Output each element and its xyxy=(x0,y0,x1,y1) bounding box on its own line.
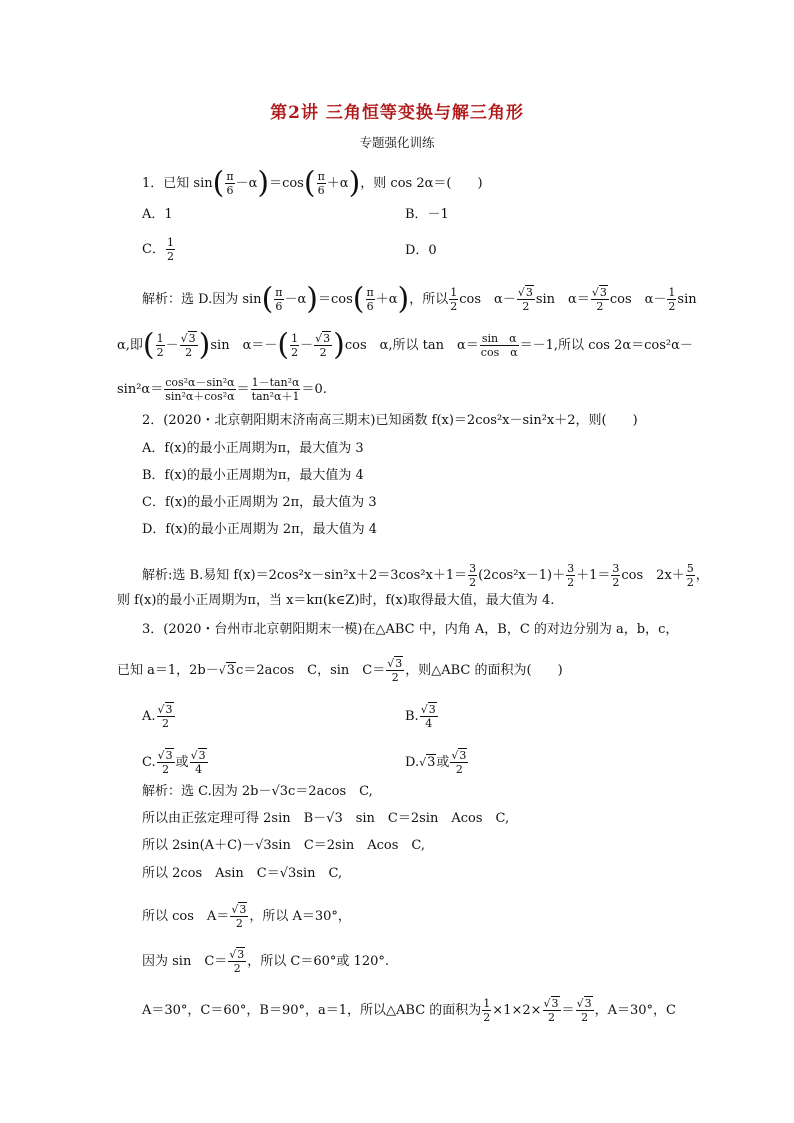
page-subtitle: 专题强化训练 xyxy=(359,135,435,150)
q1-option-b: B．－1 xyxy=(405,207,449,222)
q3-option-d: D.√3或 $\frac{√3}{2}$ xyxy=(405,749,467,776)
q2-solution-line2: 则 f(x)的最小正周期为π，当 x＝kπ(k∈Z)时，f(x)取得最大值，最大值为 4. xyxy=(117,593,555,608)
q3-option-b: B. $\frac{√3}{4}$ xyxy=(405,703,436,730)
q3-solution-line2: 所以由正弦定理可得 2sin B－√3 sin C＝2sin Acos C, xyxy=(142,811,510,826)
page-title: 第2讲 三角恒等变换与解三角形 xyxy=(270,103,524,123)
q2-option-d: D．f(x)的最小正周期为 2π，最大值为 4 xyxy=(142,522,378,537)
q2-solution-line1: 解析:选 B.易知 f(x)＝2cos²x－sin²x＋2＝3cos²x＋1＝ $\frac{3}{2}$ (2cos²x－1)＋ $\frac{3}{2}$ ＋1＝ $\frac{3}{2}$ cos 2x＋ $\frac{5}{2}$ ， xyxy=(142,562,709,589)
q3-stem-line2: 已知 a＝1，2b－√3c＝2acos C，sin C＝ $\frac{√3}{2}$ ，则△ABC 的面积为( ) xyxy=(117,657,563,684)
q2-stem: 2．(2020・北京朝阳期末济南高三期末)已知函数 f(x)＝2cos²x－sin²x＋2，则( ) xyxy=(142,413,638,428)
q1-stem: 1．已知 sin( $\frac{\pi}{6}$ －α)＝cos( $\frac{\pi}{6}$ ＋α)，则 cos 2α＝( ) xyxy=(142,165,483,201)
q3-option-a: A. $\frac{√3}{2}$ xyxy=(142,703,173,730)
q3-solution-line7: A＝30°，C＝60°，B＝90°，a＝1，所以△ABC 的面积为 $\frac{1}{2}$ ×1×2× $\frac{√3}{2}$ ＝ $\frac{√3}{2}$ ，A＝30°，C xyxy=(142,997,676,1024)
q3-option-c: C. $\frac{√3}{2}$ 或 $\frac{√3}{4}$ xyxy=(142,749,206,776)
q2-option-c: C．f(x)的最小正周期为 2π，最大值为 3 xyxy=(142,495,377,510)
q1-option-d: D．0 xyxy=(405,243,437,258)
q3-solution-line3: 所以 2sin(A＋C)－√3sin C＝2sin Acos C, xyxy=(142,838,426,853)
q2-option-b: B．f(x)的最小正周期为π，最大值为 4 xyxy=(142,468,364,483)
q1-solution-line3: sin²α＝ $\frac{\text{cos²α－sin²α}}{\text{sin²α＋cos²α}}$ ＝ $\frac{\text{1－tan²α}}{\text{tan²α＋1}}$ ＝0. xyxy=(117,376,327,403)
q3-solution-line5: 所以 cos A＝ $\frac{√3}{2}$ ，所以 A＝30°， xyxy=(142,903,351,930)
q2-option-a: A．f(x)的最小正周期为π，最大值为 3 xyxy=(142,441,364,456)
q1-option-c: C． $\frac{1}{2}$ xyxy=(142,236,174,263)
q1-solution-line2: α,即( $\frac{1}{2}$ － $\frac{√3}{2}$ )sin α＝－( $\frac{1}{2}$ － $\frac{√3}{2}$ )cos α,所以 tan α＝ $\frac{\text{sin α}}{\text{cos α}}$ ＝－1,所以 cos 2α＝cos²α－ xyxy=(117,327,693,363)
q3-solution-line6: 因为 sin C＝ $\frac{√3}{2}$ ，所以 C＝60°或 120°. xyxy=(142,948,389,975)
q3-solution-line4: 所以 2cos Asin C＝√3sin C, xyxy=(142,866,343,881)
q3-solution-line1: 解析：选 C.因为 2b－√3c＝2acos C, xyxy=(142,784,373,799)
q1-solution-line1: 解析：选 D.因为 sin( $\frac{\pi}{6}$ －α)＝cos( $\frac{\pi}{6}$ ＋α)，所以 $\frac{1}{2}$ cos α－ $\frac{√3}{2}$ sin α＝ $\frac{√3}{2}$ cos α－ $\frac{1}{2}$ sin xyxy=(142,281,697,317)
q1-option-a: A．1 xyxy=(142,207,173,222)
q3-stem-line1: 3．(2020・台州市北京朝阳期末一模)在△ABC 中，内角 A，B，C 的对边分别为 a，b，c， xyxy=(142,622,679,637)
